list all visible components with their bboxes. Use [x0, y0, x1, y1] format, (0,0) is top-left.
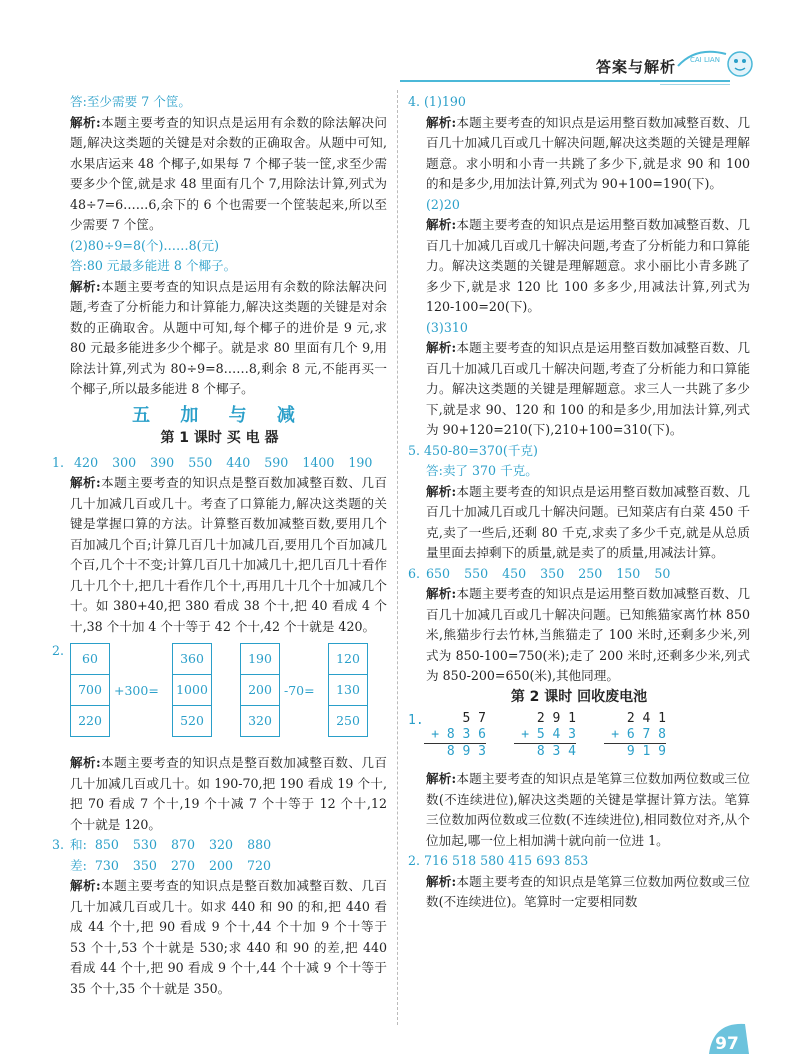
page-number: 97 — [715, 1034, 739, 1054]
analysis-label: 解析: — [70, 278, 101, 294]
analysis-text: 本题主要考查的知识点是运用整百数加减整百数、几百几十加减几百或几十解决问题。已知菜店有白菜 450 千克,卖了一些后,还剩 80 千克,求卖了多少千克,就是从总质量里面去掉剩下的质量,就是卖了的质量,用减法计算。 — [426, 483, 750, 560]
section-title: 五 加 与 减 — [132, 404, 307, 426]
vertical-calc-2: 2 9 1 + 5 4 3 8 3 4 — [514, 711, 576, 760]
analysis-label: 解析: — [426, 873, 457, 889]
analysis-text: 本题主要考查的知识点是整百数加减整百数、几百几十加减几百或几十。如求 440 和 90 的和,把 440 看成 44 个十,把 90 看成 9 个十,44 个十加 9 个十等于 53 个十,53 个十就是 530;求 440 和 90 的差,把 440 看成 44 个十,把 90 看成 9 个十,44 个十减 9 个十等于 35 个十,35 个十就是 350。 — [70, 878, 388, 996]
box-group-a: 60 700 220 — [70, 643, 110, 737]
question-number: 2. — [52, 643, 65, 658]
header-rule-secondary — [660, 84, 730, 85]
analysis-text: 本题主要考查的知识点是运用有余数的除法解决问题,解决这类题的关键是对余数的正确取舍。从题中可知,水果店运来 48 个椰子,如果每 7 个椰子装一筐,求至少需要多少个筐,就是求 48 里面有几个 7,用除法计算,列式为 48÷7=6……6,余下的 6 个也需要一个筐装起来,所以至少需要 7 个筐。 — [70, 114, 388, 232]
formula-line: (2)80÷9=8(个)……8(元) — [70, 237, 220, 253]
question-4-part1: 4. (1)190 — [408, 94, 466, 109]
analysis-text: 本题主要考查的知识点是运用整百数加减整百数、几百几十加减几百或几十解决问题。已知熊猫家离竹林 850 米,熊猫步行去竹林,当熊猫走了 100 米时,还剩多少米,列式为 850-100=750(米);走了 200 米时,还剩多少米,列式为 850-200=650(米),其他同理。 — [426, 586, 750, 683]
box-group-d: 120 130 250 — [328, 643, 368, 737]
right-column — [408, 92, 750, 913]
header-title: 答案与解析 — [596, 58, 677, 76]
answer-line: 答:80 元最多能进 8 个椰子。 — [70, 258, 237, 273]
vertical-calc-1: 5 7 + 8 3 6 8 9 3 — [424, 711, 486, 760]
analysis-label: 解析: — [70, 475, 101, 490]
analysis-text: 本题主要考查的知识点是运用整百数加减整百数、几百几十加减几百或几十解决问题,考查了分析能力和口算能力。解决这类题的关键是理解题意。求三人一共跳了多少下,就是求 90、120 和 100 的和是多少,用加法计算,列式为 90+120=210(下),210+100=310(下)。 — [426, 340, 750, 437]
analysis-text: 本题主要考查的知识点是运用有余数的除法解决问题,考查了分析能力和计算能力,解决这类题的关键是对余数的正确取舍。从题中可知,每个椰子的进价是 9 元,求 80 元最多能进多少个椰子。就是求 80 里面有几个 9,用除法计算,列式为 80÷9=8……8,剩余 8 元,不能再买一个椰子,所以最多能进 8 个椰子。 — [70, 278, 388, 396]
left-column — [52, 92, 387, 999]
analysis-text: 本题主要考查的知识点是整百数加减整百数、几百几十加减几百或几十。考查了口算能力,解决这类题的关键是掌握口算的方法。计算整百数加减整百数,要用几个百加减几个百;计算几百几十加减几百,要用几个百加减几个百,几个十不变;计算几百几十加减几十,把几百几十看作几十几个十,把几十看作几个十,再用几十几个十加减几个十。如 380+40,把 380 看成 38 个十,把 40 看成 4 个十,38 个十加 4 个十等于 42 个十,42 个十就是 420。 — [70, 475, 388, 634]
box-group-c: 190 200 320 — [240, 643, 280, 737]
analysis-label: 解析: — [426, 217, 457, 232]
analysis-label: 解析: — [426, 483, 457, 499]
analysis-text: 本题主要考查的知识点是笔算三位数加两位数或三位数(不连续进位)。笔算时一定要相同数 — [426, 873, 750, 909]
question-3-sums: 3. 和: 850 530 870 320 880 — [52, 837, 272, 852]
column-divider — [397, 90, 398, 1025]
page-number-badge — [705, 1018, 751, 1058]
analysis-text: 本题主要考查的知识点是运用整百数加减整百数、几百几十加减几百或几十解决问题,考查了分析能力和口算能力。解决这类题的关键是理解题意。求小丽比小青多跳了多少下,就是求 120 比 100 多多少,用减法计算,列式为 120-100=20(下)。 — [426, 217, 750, 314]
analysis-label: 解析: — [426, 771, 457, 786]
operator-plus: +300= — [114, 683, 159, 698]
analysis-label: 解析: — [70, 878, 101, 893]
question-number: 1. — [52, 454, 65, 470]
question-3-differences: 差: 730 350 270 200 720 — [70, 857, 272, 873]
question-4-part2: (2)20 — [426, 196, 460, 212]
question-5-formula: 5. 450-80=370(千克) — [408, 442, 538, 458]
question-1-answers: 1. 420 300 390 550 440 590 1400 190 — [52, 454, 373, 470]
analysis-label: 解析: — [70, 755, 101, 770]
question-2-answers: 2. 716 518 580 415 693 853 — [408, 853, 589, 868]
logo-text: CAI LIAN — [690, 56, 720, 64]
analysis-label: 解析: — [70, 114, 101, 130]
analysis-label: 解析: — [426, 340, 457, 355]
box-group-b: 360 1000 520 — [172, 643, 212, 737]
answer-line: 答:至少需要 7 个筐。 — [70, 94, 192, 109]
answer-line: 答:卖了 370 千克。 — [426, 463, 538, 478]
analysis-text: 本题主要考查的知识点是运用整百数加减整百数、几百几十加减几百或几十解决问题,解决这类题的关键是理解题意。求小明和小青一共跳了多少下,就是求 90 和 100 的和是多少,用加法计算,列式为 90+100=190(下)。 — [426, 114, 750, 191]
analysis-label: 解析: — [426, 114, 457, 130]
question-6-answers: 6. 650 550 450 350 250 150 50 — [408, 565, 671, 581]
lesson-title: 第 1 课时 买 电 器 — [160, 430, 279, 446]
lesson-title: 第 2 课时 回收废电池 — [510, 688, 648, 705]
operator-minus: -70= — [284, 683, 315, 698]
analysis-text: 本题主要考查的知识点是整百数加减整百数、几百几十加减几百或几十。如 190-70,把 190 看成 19 个十,把 70 看成 7 个十,19 个十减 7 个十等于 12 个十,12 个十就是 120。 — [70, 755, 388, 832]
question-2-boxes — [52, 641, 387, 747]
analysis-label: 解析: — [426, 586, 457, 601]
analysis-text: 本题主要考查的知识点是笔算三位数加两位数或三位数(不连续进位),解决这类题的关键是掌握计算方法。笔算三位数加两位数或三位数(不连续进位),相同数位对齐,从个位加起,哪一位上相加满十就向前一位进 1。 — [426, 771, 750, 848]
question-number: 1. — [408, 713, 424, 728]
vertical-additions — [408, 711, 750, 763]
brand-logo-icon — [676, 40, 756, 84]
vertical-calc-3: 2 4 1 + 6 7 8 9 1 9 — [604, 711, 666, 760]
question-4-part3: (3)310 — [426, 319, 468, 335]
